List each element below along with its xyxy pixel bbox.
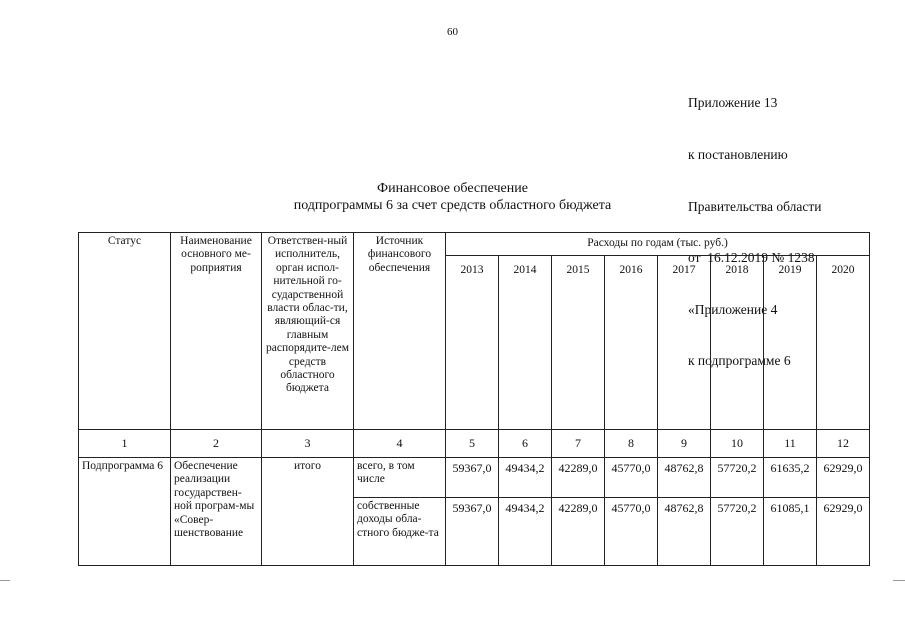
value-cell: 49434,2 bbox=[499, 458, 552, 498]
value-cell: 42289,0 bbox=[552, 458, 605, 498]
value-cell: 57720,2 bbox=[711, 498, 764, 566]
value-cell: 48762,8 bbox=[658, 498, 711, 566]
row-name: Обеспечение реализации государствен-ной програм-мы «Совер-шенствование bbox=[171, 458, 262, 566]
column-number: 10 bbox=[711, 430, 764, 458]
column-number: 2 bbox=[171, 430, 262, 458]
row-status: Подпрограмма 6 bbox=[79, 458, 171, 566]
column-number-row bbox=[79, 430, 870, 458]
financial-table bbox=[78, 232, 870, 566]
value-cell: 45770,0 bbox=[605, 498, 658, 566]
row-source: собственные доходы обла-стного бюдже-та bbox=[354, 498, 446, 566]
title-line-1: Финансовое обеспечение bbox=[377, 181, 528, 196]
year-cell: 2018 bbox=[711, 256, 764, 430]
value-cell: 49434,2 bbox=[499, 498, 552, 566]
value-cell: 61085,1 bbox=[764, 498, 817, 566]
appendix-line: к подпрограмме 6 bbox=[688, 353, 791, 369]
header-row bbox=[79, 233, 870, 256]
appendix-line: Приложение 13 bbox=[688, 95, 778, 111]
year-cell: 2016 bbox=[605, 256, 658, 430]
header-status: Статус bbox=[79, 233, 171, 430]
header-responsible: Ответствен-ный исполнитель, орган испол-нительной го-сударственной власти облас-ти, являющий-ся главным распорядите-лем средств областного бюджета bbox=[262, 233, 354, 430]
appendix-line: к постановлению bbox=[688, 147, 788, 163]
value-cell: 62929,0 bbox=[817, 458, 870, 498]
header-source: Источник финансового обеспечения bbox=[354, 233, 446, 430]
year-cell: 2014 bbox=[499, 256, 552, 430]
row-source: всего, в том числе bbox=[354, 458, 446, 498]
value-cell: 61635,2 bbox=[764, 458, 817, 498]
column-number: 12 bbox=[817, 430, 870, 458]
column-number: 1 bbox=[79, 430, 171, 458]
row-responsible: итого bbox=[262, 458, 354, 566]
page-number: 60 bbox=[447, 26, 458, 38]
column-number: 7 bbox=[552, 430, 605, 458]
year-cell: 2017 bbox=[658, 256, 711, 430]
column-number: 8 bbox=[605, 430, 658, 458]
column-number: 5 bbox=[446, 430, 499, 458]
value-cell: 59367,0 bbox=[446, 458, 499, 498]
scan-edge-left bbox=[0, 580, 10, 581]
appendix-line: от 16.12.2019 № 1238 bbox=[688, 250, 815, 266]
value-cell: 57720,2 bbox=[711, 458, 764, 498]
value-cell: 48762,8 bbox=[658, 458, 711, 498]
year-cell: 2013 bbox=[446, 256, 499, 430]
column-number: 4 bbox=[354, 430, 446, 458]
scan-edge-right bbox=[893, 580, 905, 581]
value-cell: 59367,0 bbox=[446, 498, 499, 566]
column-number: 6 bbox=[499, 430, 552, 458]
document-title bbox=[0, 180, 905, 214]
header-name: Наименование основного ме-роприятия bbox=[171, 233, 262, 430]
title-line-2: подпрограммы 6 за счет средств областного бюджета bbox=[293, 198, 612, 213]
table-row bbox=[79, 458, 870, 498]
value-cell: 45770,0 bbox=[605, 458, 658, 498]
value-cell: 62929,0 bbox=[817, 498, 870, 566]
appendix-line: Правительства области bbox=[688, 198, 822, 214]
year-cell: 2020 bbox=[817, 256, 870, 430]
column-number: 11 bbox=[764, 430, 817, 458]
year-cell: 2015 bbox=[552, 256, 605, 430]
header-expenses: Расходы по годам (тыс. руб.) bbox=[446, 233, 870, 256]
appendix-line: «Приложение 4 bbox=[688, 301, 778, 317]
column-number: 3 bbox=[262, 430, 354, 458]
year-cell: 2019 bbox=[764, 256, 817, 430]
value-cell: 42289,0 bbox=[552, 498, 605, 566]
column-number: 9 bbox=[658, 430, 711, 458]
